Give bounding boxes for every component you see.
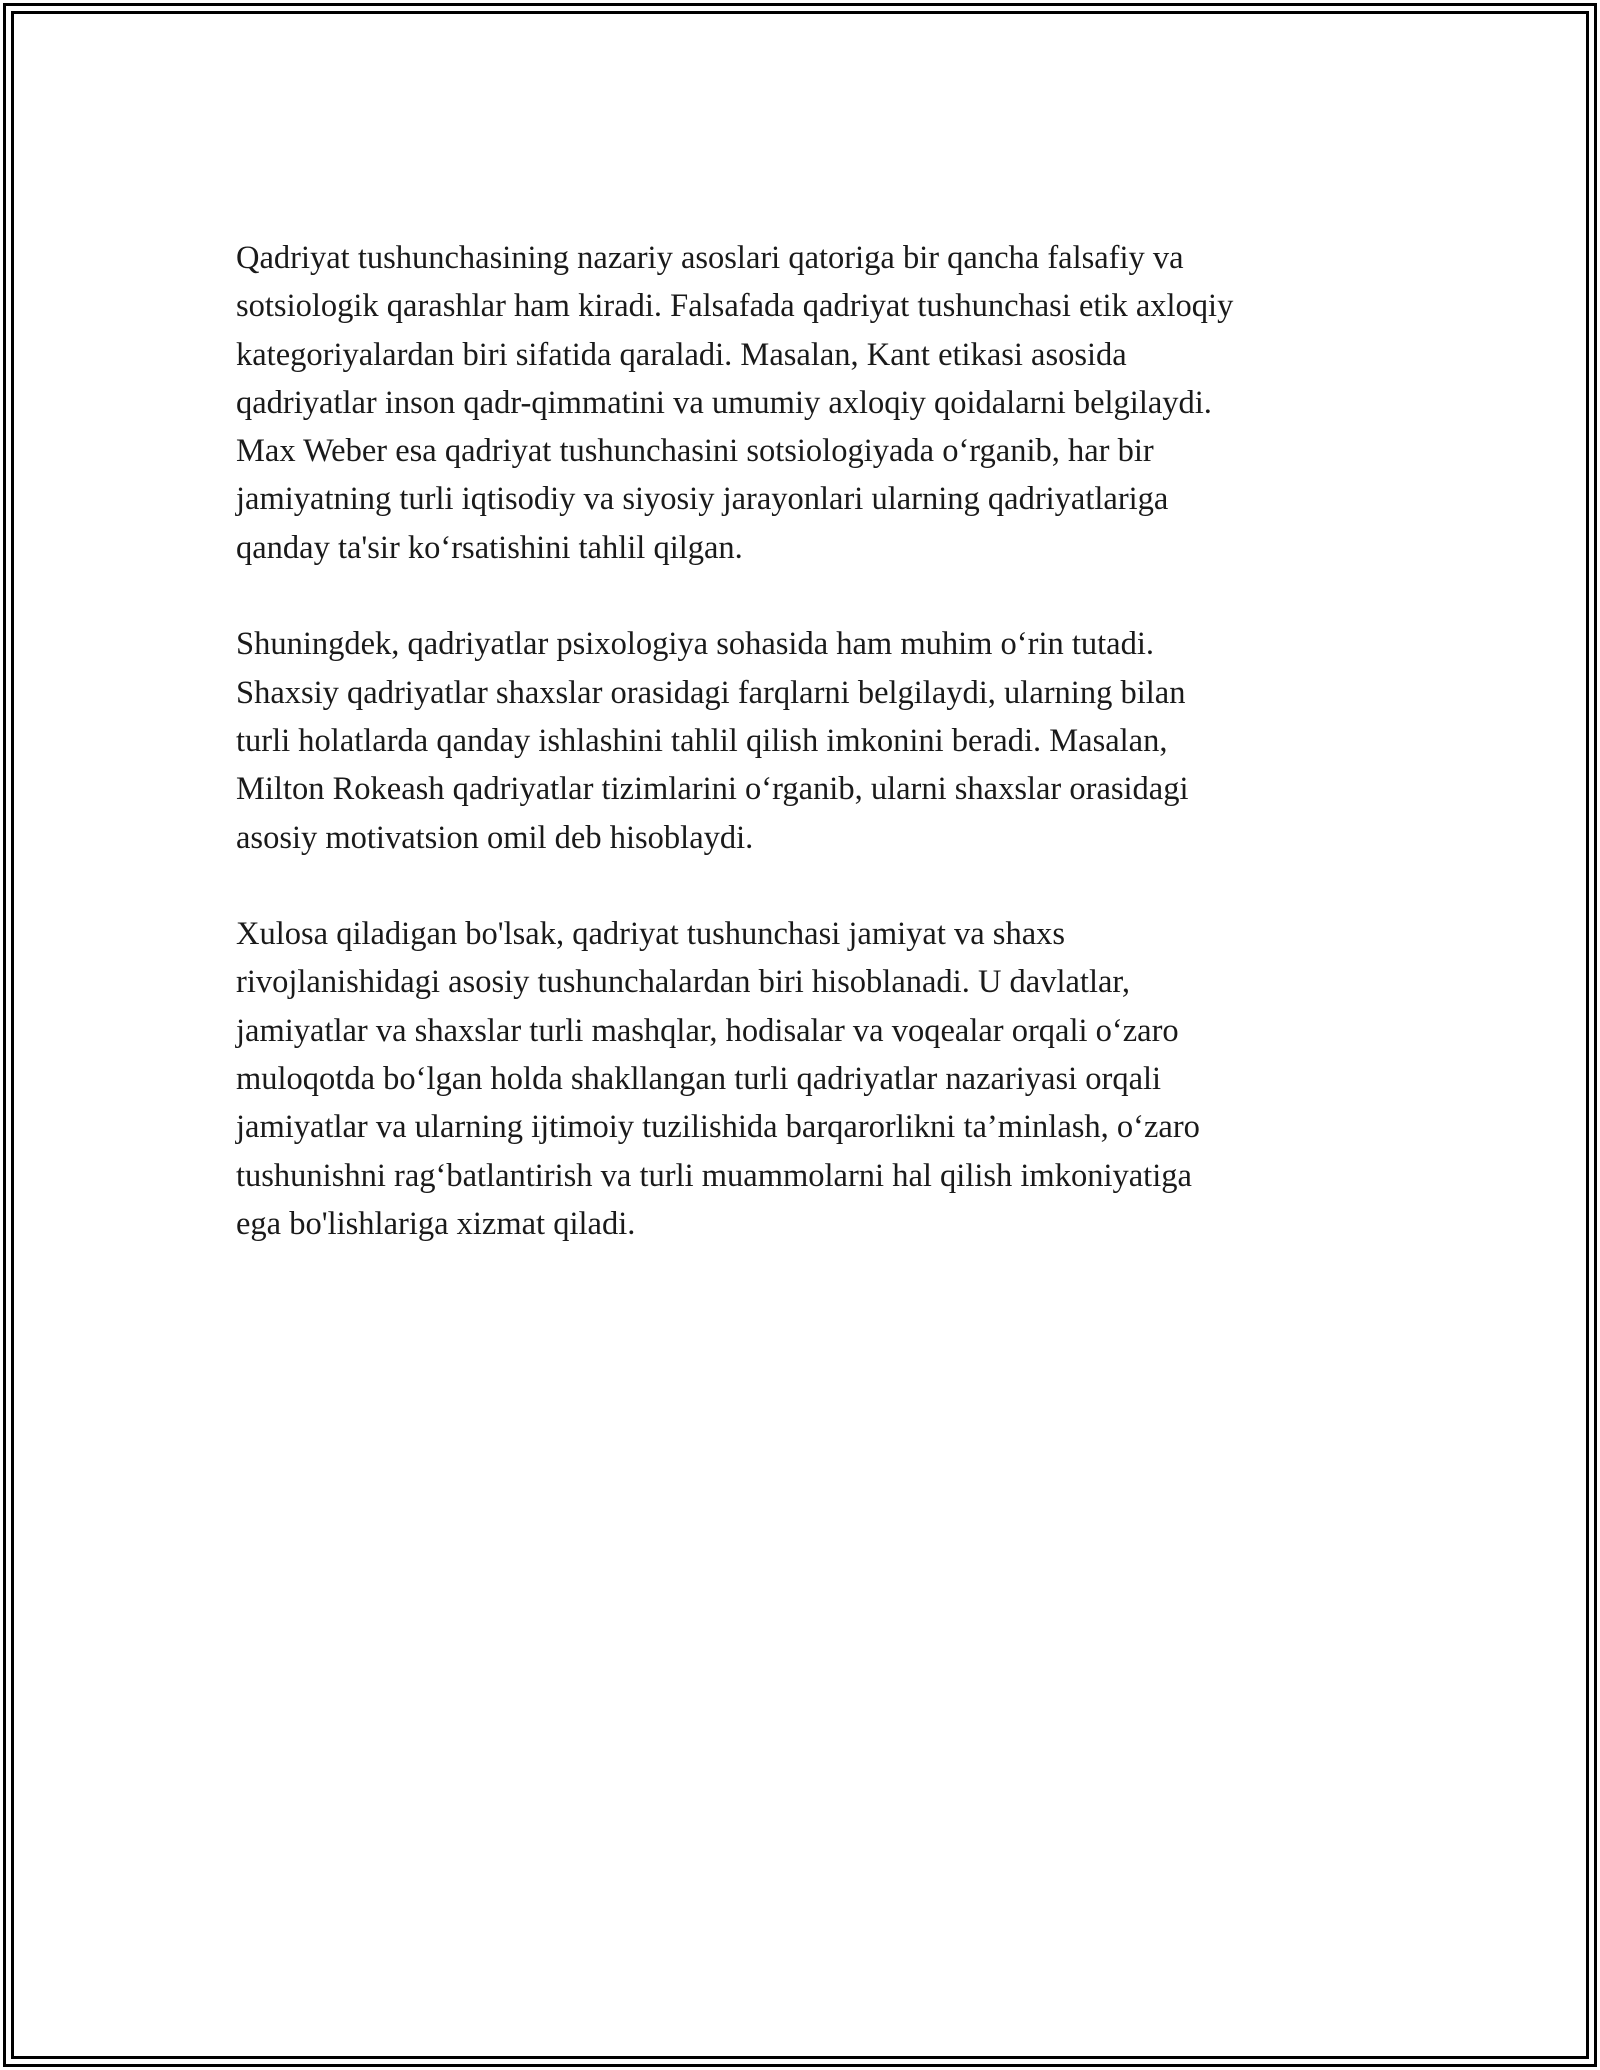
- paragraph-1: Qadriyat tushunchasining nazariy asoslari qatoriga bir qancha falsafiy va sotsiologik qarashlar ham kiradi. Falsafada qadriyat tushunchasi etik axloqiy kategoriyalardan biri sifatida qaraladi. Masalan, Kant etikasi asosida qadriyatlar inson qadr-qimmatini va umumiy axloqiy qoidalarni belgilaydi. Max Weber esa qadriyat tushunchasini sotsiologiyada o‘rganib, har bir jamiyatning turli iqtisodiy va siyosiy jarayonlari ularning qadriyatlariga qanday ta'sir ko‘rsatishini tahlil qilgan.: [236, 240, 1234, 566]
- paragraph-3: Xulosa qiladigan bo'lsak, qadriyat tushunchasi jamiyat va shaxs rivojlanishidagi asosiy tushunchalardan biri hisoblanadi. U davlatlar, jamiyatlar va shaxslar turli mashqlar, hodisalar va voqealar orqali o‘zaro muloqotda bo‘lgan holda shakllangan turli qadriyatlar nazariyasi orqali jamiyatlar va ularning ijtimoiy tuzilishida barqarorlikni ta’minlash, o‘zaro tushunishni rag‘batlantirish va turli muammolarni hal qilish imkoniyatiga ega bo'lishlariga xizmat qiladi.: [236, 916, 1200, 1242]
- paragraph-2: Shuningdek, qadriyatlar psixologiya sohasida ham muhim o‘rin tutadi. Shaxsiy qadriyatlar shaxslar orasidagi farqlarni belgilaydi, ularning bilan turli holatlarda qanday ishlashini tahlil qilish imkonini beradi. Masalan, Milton Rokeash qadriyatlar tizimlarini o‘rganib, ularni shaxslar orasidagi asosiy motivatsion omil deb hisoblaydi.: [236, 626, 1189, 856]
- document-body: [236, 234, 1386, 1248]
